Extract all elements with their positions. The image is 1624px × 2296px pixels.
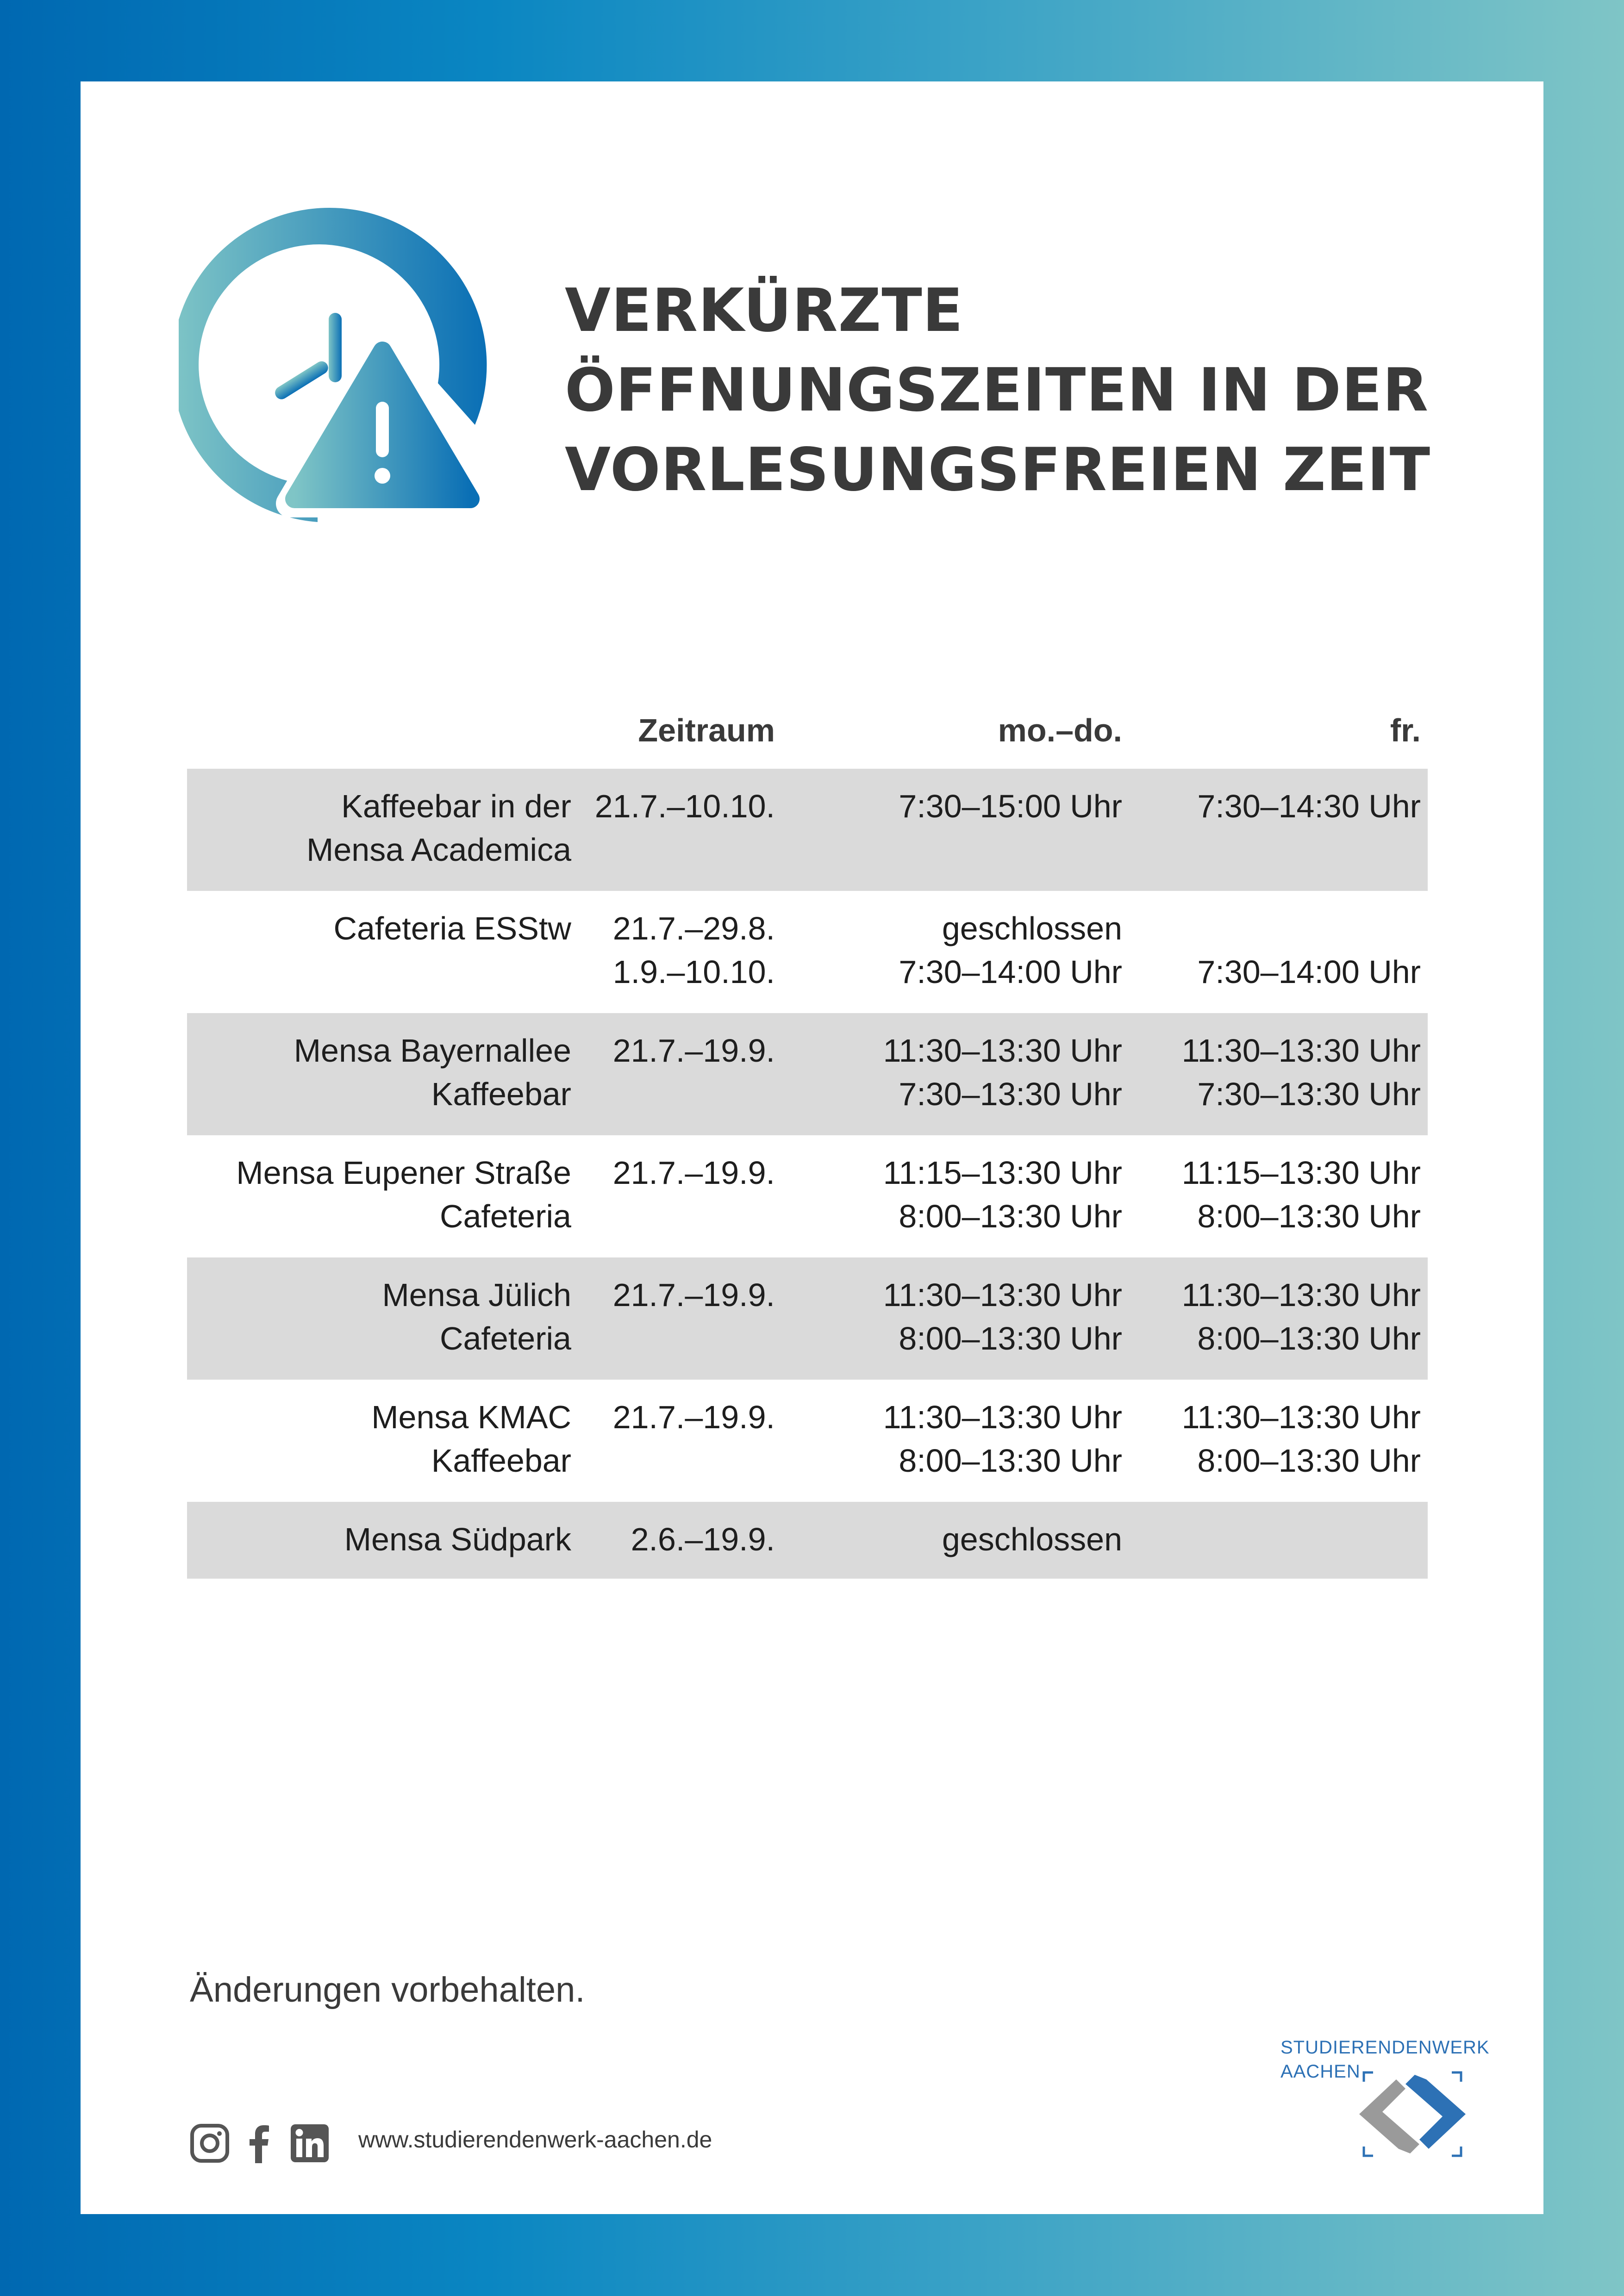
instagram-icon[interactable] (190, 2123, 230, 2163)
hours-fr: 11:30–13:30 Uhr 8:00–13:30 Uhr (1181, 1277, 1421, 1356)
header-zeitraum: Zeitraum (638, 712, 775, 748)
studierendenwerk-logo (1280, 2035, 1490, 2174)
hours-mo-do: 11:30–13:30 Uhr 8:00–13:30 Uhr (883, 1277, 1122, 1356)
brand-mark-icon (1350, 2054, 1475, 2179)
period: 2.6.–19.9. (631, 1521, 775, 1557)
location-name: Kaffeebar in der Mensa Academica (306, 788, 571, 868)
table-row (187, 891, 1428, 1013)
period: 21.7.–29.8. 1.9.–10.10. (612, 910, 775, 990)
hours-fr: 11:30–13:30 Uhr 7:30–13:30 Uhr (1181, 1033, 1421, 1112)
location-name: Mensa Jülich Cafeteria (382, 1277, 571, 1356)
hours-fr: 11:30–13:30 Uhr 8:00–13:30 Uhr (1181, 1399, 1421, 1479)
table-row (187, 1135, 1428, 1257)
clock-warning-icon (179, 207, 493, 522)
table-row (187, 1257, 1428, 1380)
hours-mo-do: geschlossen 7:30–14:00 Uhr (899, 910, 1122, 990)
location-name: Mensa KMAC Kaffeebar (371, 1399, 571, 1479)
social-links (190, 2118, 340, 2169)
hours-mo-do: 11:15–13:30 Uhr 8:00–13:30 Uhr (883, 1155, 1122, 1234)
brand-line: AACHEN (1280, 2061, 1361, 2082)
title-line: VORLESUNGSFREIEN ZEIT (565, 436, 1431, 504)
period: 21.7.–19.9. (612, 1155, 775, 1191)
brand-line: STUDIERENDENWERK (1280, 2037, 1490, 2058)
hours-mo-do: 11:30–13:30 Uhr 7:30–13:30 Uhr (883, 1033, 1122, 1112)
poster-sheet (81, 81, 1543, 2214)
period: 21.7.–10.10. (594, 788, 775, 824)
opening-hours-table (187, 690, 1428, 1579)
period: 21.7.–19.9. (612, 1399, 775, 1435)
table-row (187, 1380, 1428, 1502)
header-mo-do: mo.–do. (998, 712, 1122, 748)
location-name: Mensa Südpark (344, 1521, 571, 1557)
facebook-icon[interactable] (240, 2123, 280, 2163)
title-line: VERKÜRZTE (565, 276, 964, 345)
table-row (187, 769, 1428, 891)
table-row (187, 1502, 1428, 1579)
hours-fr: 7:30–14:30 Uhr (1197, 788, 1421, 824)
hours-fr: 7:30–14:00 Uhr (1197, 954, 1421, 990)
period: 21.7.–19.9. (612, 1277, 775, 1313)
hours-mo-do: 7:30–15:00 Uhr (899, 788, 1122, 824)
linkedin-icon[interactable] (290, 2123, 330, 2163)
hours-fr: 11:15–13:30 Uhr 8:00–13:30 Uhr (1181, 1155, 1421, 1234)
website-link[interactable]: www.studierendenwerk-aachen.de (358, 2127, 712, 2153)
location-name: Mensa Eupener Straße Cafeteria (236, 1155, 571, 1234)
page-title (565, 271, 1430, 510)
changes-reserved-notice: Änderungen vorbehalten. (190, 1970, 585, 2010)
location-name: Cafeteria ESStw (333, 910, 571, 946)
hours-mo-do: geschlossen (942, 1521, 1122, 1557)
period: 21.7.–19.9. (612, 1033, 775, 1069)
table-header (187, 690, 1428, 769)
location-name: Mensa Bayernallee Kaffeebar (294, 1033, 571, 1112)
hours-mo-do: 11:30–13:30 Uhr 8:00–13:30 Uhr (883, 1399, 1122, 1479)
header-fr: fr. (1390, 712, 1421, 748)
table-row (187, 1013, 1428, 1135)
title-line: ÖFFNUNGSZEITEN IN DER (565, 356, 1429, 425)
